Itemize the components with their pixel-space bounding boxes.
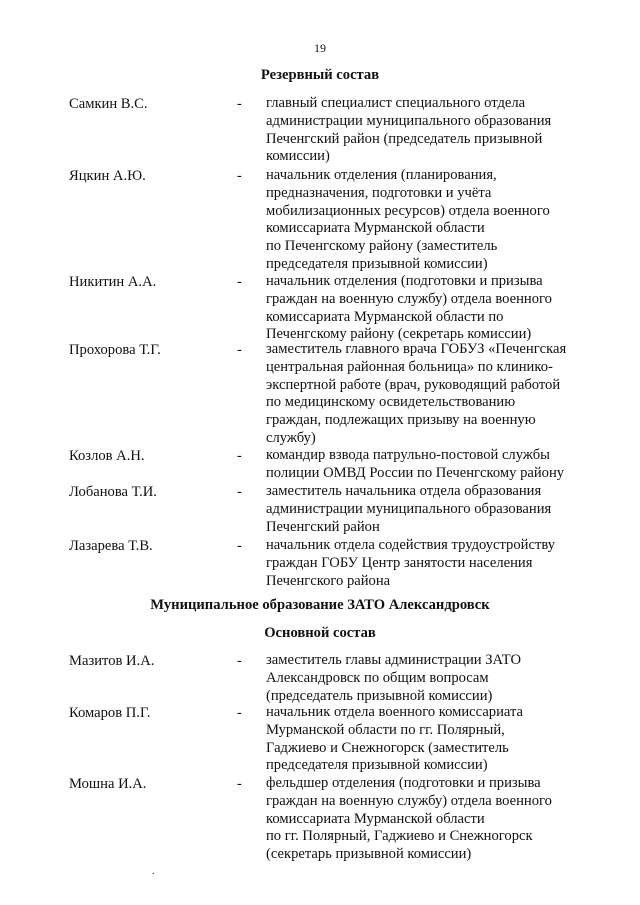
section-heading-reserve: Резервный состав xyxy=(260,67,380,83)
member-name: Мошна И.А. xyxy=(69,776,147,792)
member-name: Лазарева Т.В. xyxy=(69,538,153,554)
page-number: 19 xyxy=(314,41,326,55)
member-name: Яцкин А.Ю. xyxy=(69,168,146,184)
member-position: начальник отделения (подготовки и призыва граждан на военную службу) отдела военного комиссариата Мурманской области по Печенгскому району (секретарь комиссии) xyxy=(266,273,552,343)
member-name: Никитин А.А. xyxy=(69,274,157,290)
member-position: начальник отдела содействия трудоустройству граждан ГОБУ Центр занятости населения Печенгского района xyxy=(266,537,556,589)
member-position: начальник отделения (планирования, предназначения, подготовки и учёта мобилизационных ресурсов) отдела военного комиссариата Мурманской области по Печенгскому району (заместитель председателя призывной комиссии) xyxy=(266,167,550,272)
member-name: Козлов А.Н. xyxy=(69,448,145,464)
municipality-heading: Муниципальное образование ЗАТО Александровск xyxy=(150,597,490,613)
member-dash: - xyxy=(237,653,242,669)
member-dash: - xyxy=(237,274,242,290)
member-position: заместитель начальника отдела образования администрации муниципального образования Печенгский район xyxy=(266,483,552,535)
member-dash: - xyxy=(237,705,242,721)
member-dash: - xyxy=(237,168,242,184)
member-position: заместитель главного врача ГОБУЗ «Печенгская центральная районная больница» по клинико- экспертной работе (врач, руководящий работой по медицинскому освидетельствованию граждан, подлежащих призыву на военную службу) xyxy=(266,341,567,446)
member-position: заместитель главы администрации ЗАТО Александровск по общим вопросам (председатель призывной комиссии) xyxy=(266,652,522,704)
member-dash: - xyxy=(237,776,242,792)
section-heading-main: Основной состав xyxy=(264,625,376,641)
member-dash: - xyxy=(237,484,242,500)
member-position: фельдшер отделения (подготовки и призыва граждан на военную службу) отдела военного комиссариата Мурманской области по гг. Полярный, Гаджиево и Снежногорск (секретарь призывной комиссии) xyxy=(266,775,552,863)
member-name: Прохорова Т.Г. xyxy=(69,342,161,358)
member-name: Самкин В.С. xyxy=(69,96,148,112)
member-position: главный специалист специального отдела администрации муниципального образования Печенгский район (председатель призывной комиссии) xyxy=(266,95,552,165)
member-position: командир взвода патрульно-постовой службы полиции ОМВД России по Печенгскому району xyxy=(266,447,565,481)
member-position: начальник отдела военного комиссариата Мурманской области по гг. Полярный, Гаджиево и Снежногорск (заместитель председателя призывной комиссии) xyxy=(266,704,524,774)
member-name: Лобанова Т.И. xyxy=(69,484,157,500)
member-dash: - xyxy=(237,538,242,554)
member-name: Мазитов И.А. xyxy=(69,653,155,669)
member-dash: - xyxy=(237,342,242,358)
member-dash: - xyxy=(237,96,242,112)
scan-artifact-mark: . xyxy=(152,866,155,877)
member-dash: - xyxy=(237,448,242,464)
member-name: Комаров П.Г. xyxy=(69,705,151,721)
